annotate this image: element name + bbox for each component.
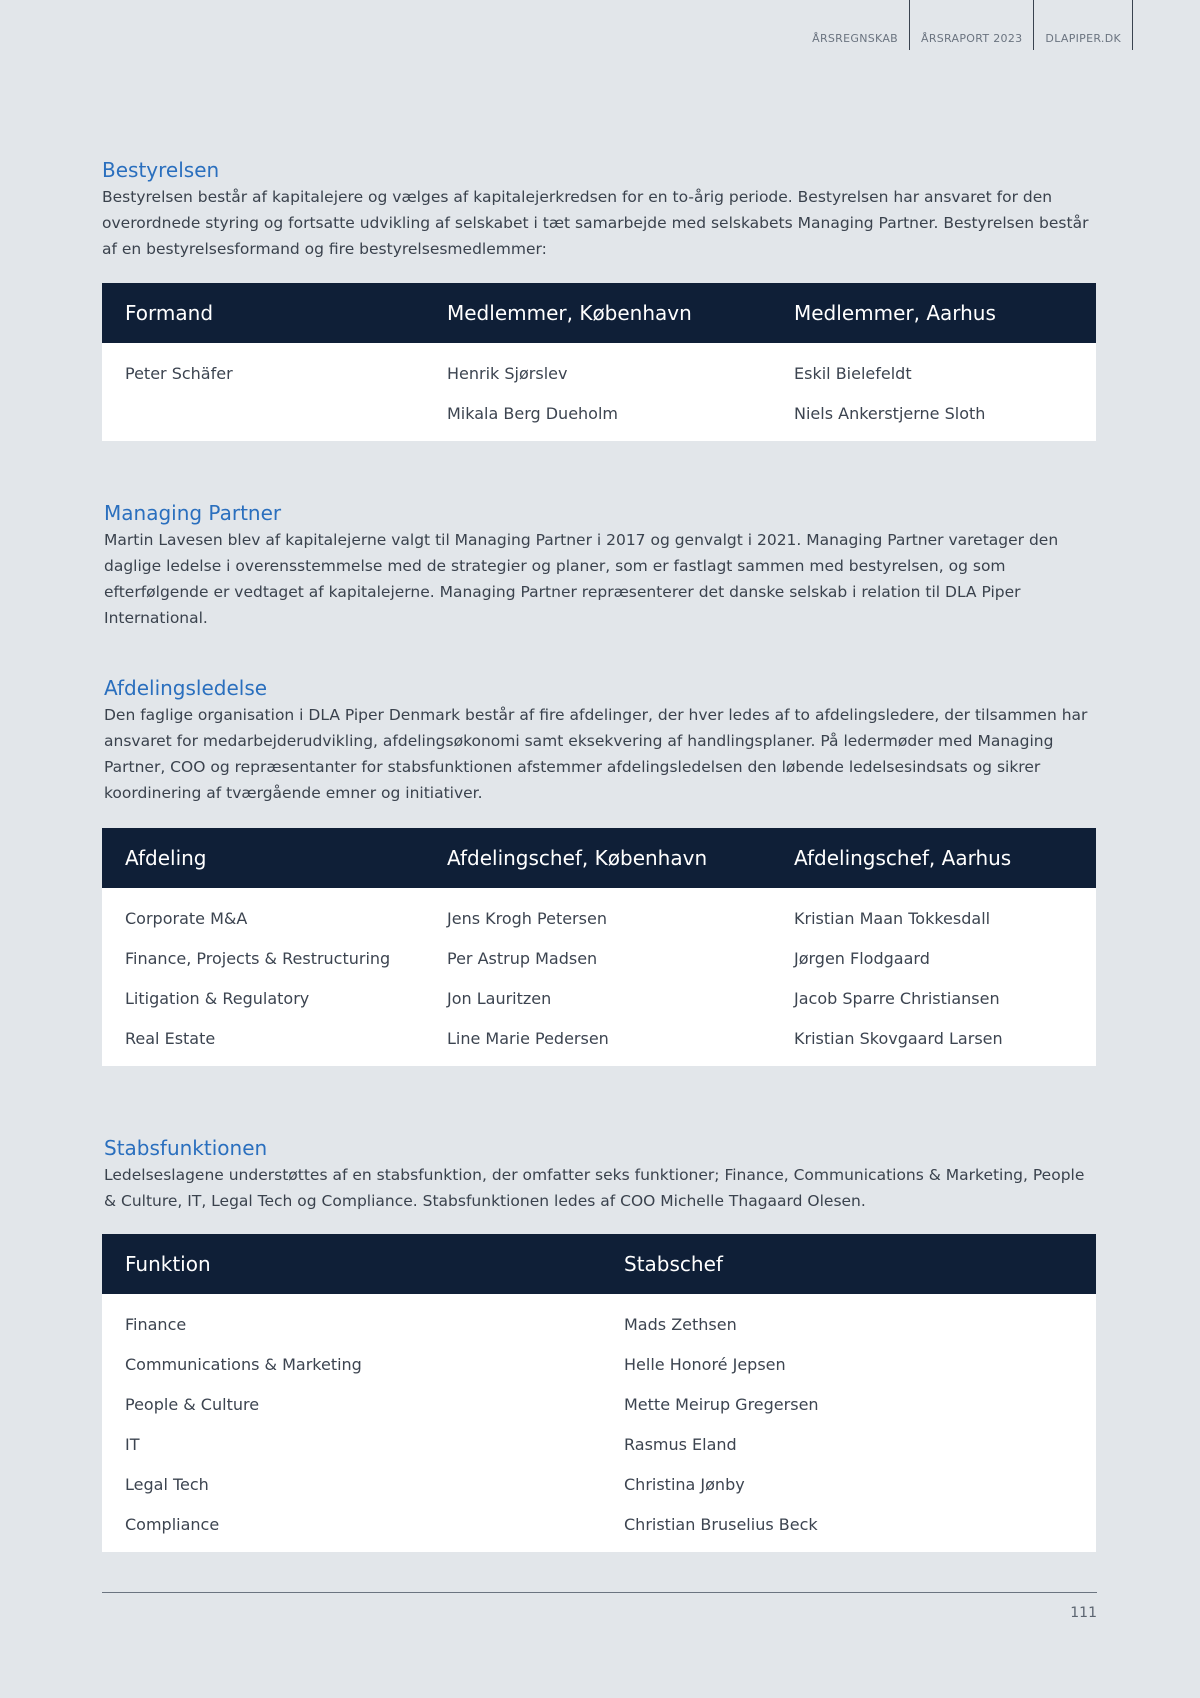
nav-link-aarsrapport[interactable]: ÅRSRAPORT 2023 — [910, 0, 1034, 50]
table-cell: Henrik Sjørslev — [447, 363, 568, 383]
section-body: Ledelseslagene understøttes af en stabsfunktion, der omfatter seks funktioner; Finance, Communications & Marketing, People & Culture, IT, Legal Tech og Compliance. Stabsfunktionen ledes af COO Michelle Thagaard Olesen. — [104, 1166, 1085, 1210]
column-header: Medlemmer, Aarhus — [771, 283, 1096, 343]
table-cell: Finance, Projects & Restructuring — [125, 948, 391, 968]
bestyrelsen-table — [102, 283, 1096, 441]
table-header-row — [102, 283, 1096, 343]
table-cell: Kristian Skovgaard Larsen — [794, 1028, 1003, 1048]
section-body: Den faglige organisation i DLA Piper Denmark består af fire afdelinger, der hver ledes af to afdelingsledere, der tilsammen har ansvaret for medarbejderudvikling, afdelingsøkonomi samt eksekvering af handlingsplaner. På ledermøder med Managing Partner, COO og repræsentanter for stabsfunktionen afstemmer afdelingsledelsen den løbende ledelsesindsats og sikrer koordinering af tværgående emner og initiativer. — [104, 706, 1088, 802]
table-cell: Jon Lauritzen — [447, 988, 552, 1008]
table-cell: Peter Schäfer — [125, 363, 233, 383]
page-number: 111 — [1070, 1605, 1097, 1621]
table-row — [102, 1294, 1096, 1344]
table-cell: Jens Krogh Petersen — [447, 908, 607, 928]
table-cell: Compliance — [125, 1514, 220, 1534]
table-cell: Per Astrup Madsen — [447, 948, 598, 968]
table-cell: Litigation & Regulatory — [125, 988, 310, 1008]
stabsfunktionen-table — [102, 1234, 1096, 1552]
table-cell: Communications & Marketing — [125, 1354, 362, 1374]
stabsfunktionen-table-wrap — [102, 1234, 1097, 1552]
table-row — [102, 1464, 1096, 1504]
column-header: Medlemmer, København — [424, 283, 771, 343]
section-afdelingsledelse — [104, 674, 1099, 806]
afdelingsledelse-table-wrap — [102, 828, 1097, 1066]
table-row — [102, 343, 1096, 393]
column-header: Stabschef — [601, 1234, 1096, 1294]
table-cell: Christian Bruselius Beck — [624, 1514, 818, 1534]
table-cell: Real Estate — [125, 1028, 216, 1048]
table-cell: Jacob Sparre Christiansen — [794, 988, 1000, 1008]
section-managing-partner — [104, 499, 1099, 631]
table-cell: Niels Ankerstjerne Sloth — [794, 403, 986, 423]
column-header: Afdelingschef, Aarhus — [771, 828, 1096, 888]
table-cell: Eskil Bielefeldt — [794, 363, 912, 383]
table-row — [102, 938, 1096, 978]
table-row — [102, 393, 1096, 441]
table-row — [102, 888, 1096, 938]
table-cell: Jørgen Flodgaard — [794, 948, 930, 968]
table-cell: Mette Meirup Gregersen — [624, 1394, 819, 1414]
top-navigation — [801, 0, 1133, 50]
footer-divider — [102, 1592, 1097, 1593]
table-cell: Finance — [125, 1314, 187, 1334]
section-title: Bestyrelsen — [102, 158, 220, 182]
column-header: Funktion — [102, 1234, 601, 1294]
table-cell: Rasmus Eland — [624, 1434, 737, 1454]
nav-link-website[interactable]: DLAPIPER.DK — [1034, 0, 1133, 50]
table-cell: Mads Zethsen — [624, 1314, 737, 1334]
bestyrelsen-table-wrap — [102, 283, 1097, 441]
table-cell: Legal Tech — [125, 1474, 209, 1494]
table-header-row — [102, 1234, 1096, 1294]
table-row — [102, 1504, 1096, 1552]
afdelingsledelse-table — [102, 828, 1096, 1066]
table-cell: IT — [125, 1434, 140, 1454]
column-header: Afdeling — [102, 828, 424, 888]
section-title: Afdelingsledelse — [104, 676, 268, 700]
table-header-row — [102, 828, 1096, 888]
table-row — [102, 1018, 1096, 1066]
nav-link-aarsregnskab[interactable]: ÅRSREGNSKAB — [801, 0, 910, 50]
table-cell: Line Marie Pedersen — [447, 1028, 609, 1048]
table-row — [102, 1424, 1096, 1464]
table-cell: People & Culture — [125, 1394, 260, 1414]
section-bestyrelsen — [102, 156, 1097, 262]
table-cell: Corporate M&A — [125, 908, 248, 928]
table-row — [102, 1344, 1096, 1384]
section-body: Martin Lavesen blev af kapitalejerne valgt til Managing Partner i 2017 og genvalgt i 2021. Managing Partner varetager den daglige ledelse i overensstemmelse med de strategier og planer, som er fastlagt sammen med bestyrelsen, og som efterfølgende er vedtaget af kapitalejerne. Managing Partner repræsenterer det danske selskab i relation til DLA Piper International. — [104, 531, 1059, 627]
section-title: Managing Partner — [104, 501, 282, 525]
table-cell: Christina Jønby — [624, 1474, 745, 1494]
table-cell: Kristian Maan Tokkesdall — [794, 908, 991, 928]
section-title: Stabsfunktionen — [104, 1136, 268, 1160]
section-stabsfunktionen — [104, 1134, 1099, 1214]
column-header: Afdelingschef, København — [424, 828, 771, 888]
table-cell: Helle Honoré Jepsen — [624, 1354, 786, 1374]
table-row — [102, 978, 1096, 1018]
table-row — [102, 1384, 1096, 1424]
column-header: Formand — [102, 283, 424, 343]
section-body: Bestyrelsen består af kapitalejere og vælges af kapitalejerkredsen for en to-årig periode. Bestyrelsen har ansvaret for den overordnede styring og fortsatte udvikling af selskabet i tæt samarbejde med selskabets Managing Partner. Bestyrelsen består af en bestyrelsesformand og fire bestyrelsesmedlemmer: — [102, 188, 1089, 258]
table-cell — [102, 393, 424, 441]
table-cell: Mikala Berg Dueholm — [447, 403, 618, 423]
